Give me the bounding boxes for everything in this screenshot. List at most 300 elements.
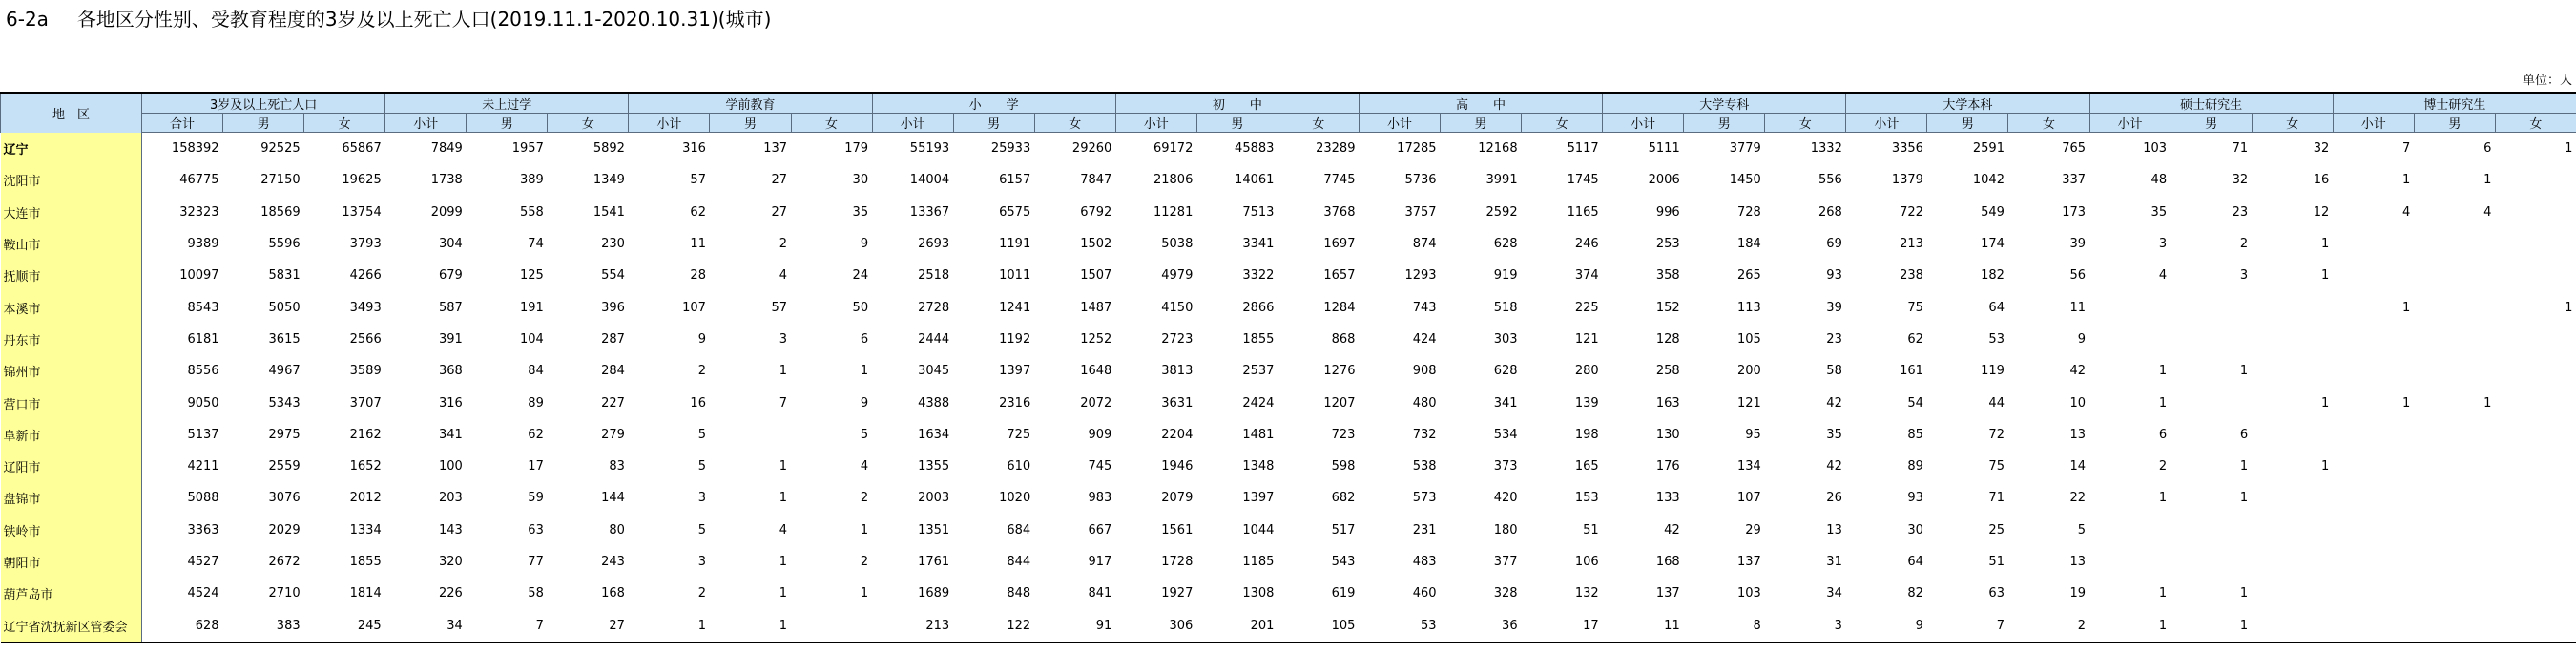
table-cell: 4 [2483, 204, 2492, 220]
table-cell: 57 [771, 300, 788, 315]
table-cell: 316 [438, 395, 463, 411]
sub-header: 女 [1278, 114, 1359, 133]
table-cell: 17 [528, 459, 544, 475]
table-cell: 8543 [187, 300, 219, 315]
region-name: 阜新市 [1, 419, 142, 451]
table-cell: 868 [1331, 331, 1356, 347]
table-cell: 4 [779, 268, 788, 284]
table-cell [2252, 291, 2333, 323]
table-cell [2252, 419, 2333, 451]
table-cell: 5038 [1161, 237, 1194, 252]
table-cell: 13 [2069, 427, 2087, 442]
table-cell: 53 [1988, 331, 2005, 347]
sub-header: 男 [2171, 114, 2252, 133]
sub-header: 小计 [1603, 114, 1684, 133]
table-cell [2171, 546, 2252, 578]
table-cell: 2710 [268, 586, 301, 601]
table-title-text: 各地区分性别、受教育程度的3岁及以上死亡人口(2019.11.1-2020.10.31)(城市) [76, 8, 772, 31]
table-cell: 3045 [918, 364, 950, 379]
table-cell: 9 [860, 395, 869, 411]
table-cell [2414, 515, 2495, 546]
table-cell [2414, 451, 2495, 482]
table-cell: 34 [385, 609, 467, 642]
unit-label: 单位：人 [2522, 74, 2572, 88]
table-cell: 1276 [1323, 364, 1356, 379]
table-cell [2495, 197, 2576, 228]
table-cell: 538 [1412, 459, 1437, 475]
table-cell: 280 [1574, 364, 1599, 379]
table-cell: 213 [872, 609, 953, 642]
table-cell [2252, 515, 2333, 546]
table-cell: 168 [1655, 555, 1680, 569]
table-cell: 4967 [268, 364, 301, 379]
table-cell: 10 [2069, 395, 2087, 411]
table-cell: 93 [1907, 491, 1923, 506]
sub-header: 男 [953, 114, 1034, 133]
table-cell: 50 [852, 300, 869, 315]
table-cell: 6157 [999, 173, 1031, 188]
table-cell: 2 [2008, 609, 2089, 642]
table-cell: 1541 [592, 204, 625, 220]
table-cell: 35 [852, 204, 869, 220]
table-cell: 1 [2158, 491, 2168, 506]
table-cell: 84 [528, 364, 544, 379]
table-cell: 2204 [1161, 427, 1194, 442]
table-cell: 48 [2150, 173, 2168, 188]
table-cell: 103 [1736, 586, 1761, 601]
table-cell: 58 [528, 586, 544, 601]
table-cell: 39 [1826, 300, 1842, 315]
table-cell: 7513 [1242, 204, 1275, 220]
table-cell [2171, 324, 2252, 355]
sub-header: 合计 [142, 114, 223, 133]
table-cell: 213 [1900, 237, 1923, 252]
table-cell: 1 [2565, 141, 2573, 157]
table-cell: 1946 [1161, 459, 1194, 475]
table-cell: 1020 [999, 491, 1031, 506]
table-cell: 107 [682, 300, 706, 315]
table-cell: 556 [1818, 173, 1842, 188]
table-cell: 71 [1988, 491, 2005, 506]
sub-header: 女 [2008, 114, 2089, 133]
table-cell: 16 [690, 395, 706, 411]
table-cell: 12 [2313, 204, 2330, 220]
table-cell: 996 [1655, 204, 1680, 220]
table-cell [2252, 355, 2333, 387]
table-cell: 1308 [1242, 586, 1275, 601]
table-cell: 105 [1278, 609, 1359, 642]
table-cell: 143 [438, 522, 463, 538]
table-cell: 36 [1441, 609, 1522, 642]
table-cell: 7 [779, 395, 788, 411]
table-cell: 62 [528, 427, 544, 442]
table-cell: 75 [1907, 300, 1923, 315]
table-cell: 3615 [268, 331, 301, 347]
table-cell: 13 [2069, 555, 2087, 569]
table-cell: 258 [1655, 364, 1680, 379]
table-cell: 3076 [268, 491, 301, 506]
table-cell: 1450 [1729, 173, 1761, 188]
table-cell: 265 [1736, 268, 1761, 284]
table-row [1, 260, 2576, 291]
header-row-groups [1, 93, 2576, 114]
table-cell [2333, 451, 2414, 482]
sub-header: 男 [1684, 114, 1765, 133]
table-cell: 105 [1736, 331, 1761, 347]
table-cell [2414, 546, 2495, 578]
sub-header: 小计 [2089, 114, 2171, 133]
table-cell: 1191 [999, 237, 1031, 252]
table-cell [2414, 578, 2495, 609]
table-cell: 69172 [1153, 141, 1194, 157]
table-cell [2333, 260, 2414, 291]
sub-header: 男 [1196, 114, 1278, 133]
table-cell: 3493 [349, 300, 382, 315]
group-header: 未上过学 [385, 93, 629, 114]
sub-header: 女 [548, 114, 629, 133]
table-cell: 1487 [1080, 300, 1112, 315]
table-cell: 1561 [1161, 522, 1194, 538]
table-cell: 27 [771, 173, 788, 188]
sub-header: 小计 [1846, 114, 1927, 133]
table-cell: 132 [1574, 586, 1599, 601]
table-cell: 1 [779, 555, 788, 569]
table-cell: 2162 [349, 427, 382, 442]
table-cell: 243 [601, 555, 625, 569]
region-name: 辽宁省沈抚新区管委会 [1, 609, 142, 642]
table-cell: 82 [1907, 586, 1923, 601]
table-cell: 420 [1493, 491, 1518, 506]
table-cell: 11 [2069, 300, 2087, 315]
table-cell: 191 [520, 300, 544, 315]
table-cell: 42 [1664, 522, 1680, 538]
table-cell: 2672 [268, 555, 301, 569]
sub-header: 女 [2252, 114, 2333, 133]
table-row [1, 387, 2576, 418]
table-cell: 1011 [999, 268, 1031, 284]
table-cell: 2 [779, 237, 788, 252]
table-cell: 55193 [909, 141, 950, 157]
table-cell: 62 [1907, 331, 1923, 347]
table-cell: 13367 [909, 204, 950, 220]
table-cell [2495, 419, 2576, 451]
table-cell: 39 [2069, 237, 2087, 252]
table-cell: 80 [609, 522, 625, 538]
table-cell: 1697 [1323, 237, 1356, 252]
table-cell: 5088 [187, 491, 219, 506]
region-name: 辽阳市 [1, 451, 142, 482]
table-cell [2414, 291, 2495, 323]
group-header: 高 中 [1359, 93, 1602, 114]
table-cell: 35 [1826, 427, 1842, 442]
table-cell: 1657 [1323, 268, 1356, 284]
table-cell: 1293 [1404, 268, 1437, 284]
table-cell: 1 [779, 459, 788, 475]
table-cell: 6 [860, 331, 869, 347]
table-cell: 161 [1900, 364, 1923, 379]
region-name: 抚顺市 [1, 260, 142, 291]
table-cell: 5 [697, 427, 706, 442]
table-cell: 1745 [1567, 173, 1599, 188]
table-cell [2252, 546, 2333, 578]
table-cell [2333, 609, 2414, 642]
table-cell: 168 [601, 586, 625, 601]
table-cell: 4266 [349, 268, 382, 284]
table-cell: 200 [1736, 364, 1761, 379]
table-cell: 121 [1736, 395, 1761, 411]
sub-header: 小计 [629, 114, 710, 133]
sub-header: 女 [791, 114, 872, 133]
table-cell: 2559 [268, 459, 301, 475]
table-cell: 2 [697, 586, 706, 601]
table-cell: 1855 [1242, 331, 1275, 347]
table-cell [791, 609, 872, 642]
region-name: 本溪市 [1, 291, 142, 323]
table-cell: 5892 [592, 141, 625, 157]
table-cell: 19 [2069, 586, 2087, 601]
table-cell: 106 [1574, 555, 1599, 569]
table-cell: 139 [1574, 395, 1599, 411]
table-cell [2089, 291, 2171, 323]
table-cell: 373 [1493, 459, 1518, 475]
table-cell: 358 [1655, 268, 1680, 284]
table-cell: 1689 [918, 586, 950, 601]
table-row [1, 133, 2576, 165]
table-cell: 1855 [349, 555, 382, 569]
table-cell: 14 [2069, 459, 2087, 475]
table-cell [2089, 546, 2171, 578]
table-cell: 2424 [1242, 395, 1275, 411]
table-cell: 225 [1574, 300, 1599, 315]
table-cell [2495, 515, 2576, 546]
table-cell: 1348 [1242, 459, 1275, 475]
table-cell: 3 [1765, 609, 1846, 642]
table-cell: 51 [1583, 522, 1599, 538]
table-cell: 34 [1826, 586, 1842, 601]
table-cell: 137 [1655, 586, 1680, 601]
table-row [1, 515, 2576, 546]
table-cell: 1 [2320, 459, 2330, 475]
table-body [1, 133, 2576, 643]
table-cell: 13 [1826, 522, 1842, 538]
table-cell: 10097 [179, 268, 219, 284]
table-cell: 1728 [1161, 555, 1194, 569]
table-cell [2089, 515, 2171, 546]
sub-header: 小计 [1115, 114, 1196, 133]
table-cell: 4 [779, 522, 788, 538]
region-name: 沈阳市 [1, 164, 142, 196]
table-cell: 1241 [999, 300, 1031, 315]
table-cell: 1 [710, 609, 791, 642]
table-cell: 42 [1826, 459, 1842, 475]
table-cell: 320 [438, 555, 463, 569]
table-cell: 134 [1736, 459, 1761, 475]
table-cell: 8 [1684, 609, 1765, 642]
table-row [1, 164, 2576, 196]
table-cell: 1957 [511, 141, 544, 157]
table-cell: 253 [1655, 237, 1680, 252]
table-cell [2333, 482, 2414, 514]
table-cell [2333, 546, 2414, 578]
table-cell: 32 [2232, 173, 2249, 188]
table-cell: 874 [1412, 237, 1437, 252]
table-cell: 30 [1907, 522, 1923, 538]
table-cell: 6575 [999, 204, 1031, 220]
table-cell: 85 [1907, 427, 1923, 442]
table-cell [2252, 609, 2333, 642]
table-cell: 7745 [1323, 173, 1356, 188]
region-name: 丹东市 [1, 324, 142, 355]
table-cell: 377 [1493, 555, 1518, 569]
table-cell: 63 [528, 522, 544, 538]
table-cell: 17 [1522, 609, 1603, 642]
table-cell: 2003 [918, 491, 950, 506]
table-cell: 316 [682, 141, 706, 157]
table-cell: 144 [601, 491, 625, 506]
table-cell [2171, 515, 2252, 546]
table-cell: 7 [1927, 609, 2008, 642]
table-row [1, 355, 2576, 387]
table-row [1, 228, 2576, 260]
table-cell: 5050 [268, 300, 301, 315]
table-cell: 682 [1331, 491, 1356, 506]
table-cell: 45883 [1235, 141, 1275, 157]
table-cell [2333, 355, 2414, 387]
table-cell: 74 [528, 237, 544, 252]
table-cell: 4 [2402, 204, 2411, 220]
table-cell: 6181 [187, 331, 219, 347]
table-cell: 287 [601, 331, 625, 347]
table-cell: 268 [1818, 204, 1842, 220]
table-cell: 165 [1574, 459, 1599, 475]
table-cell: 227 [601, 395, 625, 411]
table-cell: 3356 [1891, 141, 1923, 157]
table-cell [2495, 609, 2576, 642]
table-cell: 3 [2158, 237, 2168, 252]
table-cell: 917 [1088, 555, 1112, 569]
table-cell: 8556 [187, 364, 219, 379]
table-cell: 75 [1988, 459, 2005, 475]
table-cell: 24 [852, 268, 869, 284]
table-cell: 7849 [430, 141, 463, 157]
table-row [1, 324, 2576, 355]
table-cell: 1207 [1323, 395, 1356, 411]
table-cell: 1042 [1972, 173, 2005, 188]
table-cell: 203 [438, 491, 463, 506]
table-cell: 103 [2143, 141, 2168, 157]
table-cell: 91 [1034, 609, 1115, 642]
region-name: 铁岭市 [1, 515, 142, 546]
table-cell: 95 [1745, 427, 1761, 442]
table-cell: 1652 [349, 459, 382, 475]
table-cell: 1355 [918, 459, 950, 475]
table-cell: 1397 [999, 364, 1031, 379]
table-cell: 5831 [268, 268, 301, 284]
table-cell: 119 [1981, 364, 2005, 379]
sub-header: 男 [467, 114, 548, 133]
table-cell: 9 [697, 331, 706, 347]
table-cell: 14004 [909, 173, 950, 188]
table-row [1, 197, 2576, 228]
table-cell: 908 [1412, 364, 1437, 379]
table-cell [2252, 324, 2333, 355]
table-cell: 30 [852, 173, 869, 188]
table-cell: 745 [1088, 459, 1112, 475]
table-cell: 3 [779, 331, 788, 347]
table-cell: 4979 [1161, 268, 1194, 284]
table-cell [2414, 482, 2495, 514]
region-name: 鞍山市 [1, 228, 142, 260]
table-cell: 173 [2062, 204, 2087, 220]
table-cell: 679 [438, 268, 463, 284]
table-cell: 22 [2069, 491, 2087, 506]
table-cell: 628 [1493, 237, 1518, 252]
table-cell: 3991 [1485, 173, 1518, 188]
table-cell: 72 [1988, 427, 2005, 442]
table-cell: 11 [690, 237, 706, 252]
table-cell: 11281 [1153, 204, 1194, 220]
table-cell: 1 [2402, 173, 2411, 188]
table-cell: 391 [438, 331, 463, 347]
header-row-subs [1, 114, 2576, 133]
table-cell: 176 [1655, 459, 1680, 475]
table-cell: 1379 [1891, 173, 1923, 188]
table-cell [2495, 578, 2576, 609]
table-cell: 341 [1493, 395, 1518, 411]
table-cell [2495, 546, 2576, 578]
table-cell: 3779 [1729, 141, 1761, 157]
table-cell [2333, 578, 2414, 609]
table-cell: 610 [1007, 459, 1031, 475]
table-cell: 1 [2320, 237, 2330, 252]
table-cell: 1192 [999, 331, 1031, 347]
region-name: 大连市 [1, 197, 142, 228]
table-cell: 5 [697, 522, 706, 538]
table-cell: 128 [1655, 331, 1680, 347]
table-cell: 1502 [1080, 237, 1112, 252]
table-cell [2333, 419, 2414, 451]
table-cell: 1165 [1567, 204, 1599, 220]
table-row [1, 451, 2576, 482]
table-cell: 5111 [1648, 141, 1680, 157]
table-cell: 2975 [268, 427, 301, 442]
region-name: 盘锦市 [1, 482, 142, 514]
table-cell [2495, 355, 2576, 387]
table-cell [2495, 228, 2576, 260]
table-cell: 1185 [1242, 555, 1275, 569]
table-cell: 100 [438, 459, 463, 475]
table-cell: 1634 [918, 427, 950, 442]
table-cell: 4150 [1161, 300, 1194, 315]
table-cell: 1 [2089, 609, 2171, 642]
table-cell: 844 [1007, 555, 1031, 569]
table-cell: 3363 [187, 522, 219, 538]
sub-header: 女 [2495, 114, 2576, 133]
table-cell: 1 [2402, 300, 2411, 315]
table-cell: 1 [779, 364, 788, 379]
table-cell: 1 [860, 586, 869, 601]
table-cell [2414, 228, 2495, 260]
table-cell: 226 [438, 586, 463, 601]
table-cell: 2 [2158, 459, 2168, 475]
table-cell: 56 [2069, 268, 2087, 284]
table-cell: 245 [304, 609, 385, 642]
table-row [1, 578, 2576, 609]
table-row [1, 419, 2576, 451]
table-cell: 26 [1826, 491, 1842, 506]
table-cell: 1 [2320, 268, 2330, 284]
table-cell: 2592 [1485, 204, 1518, 220]
